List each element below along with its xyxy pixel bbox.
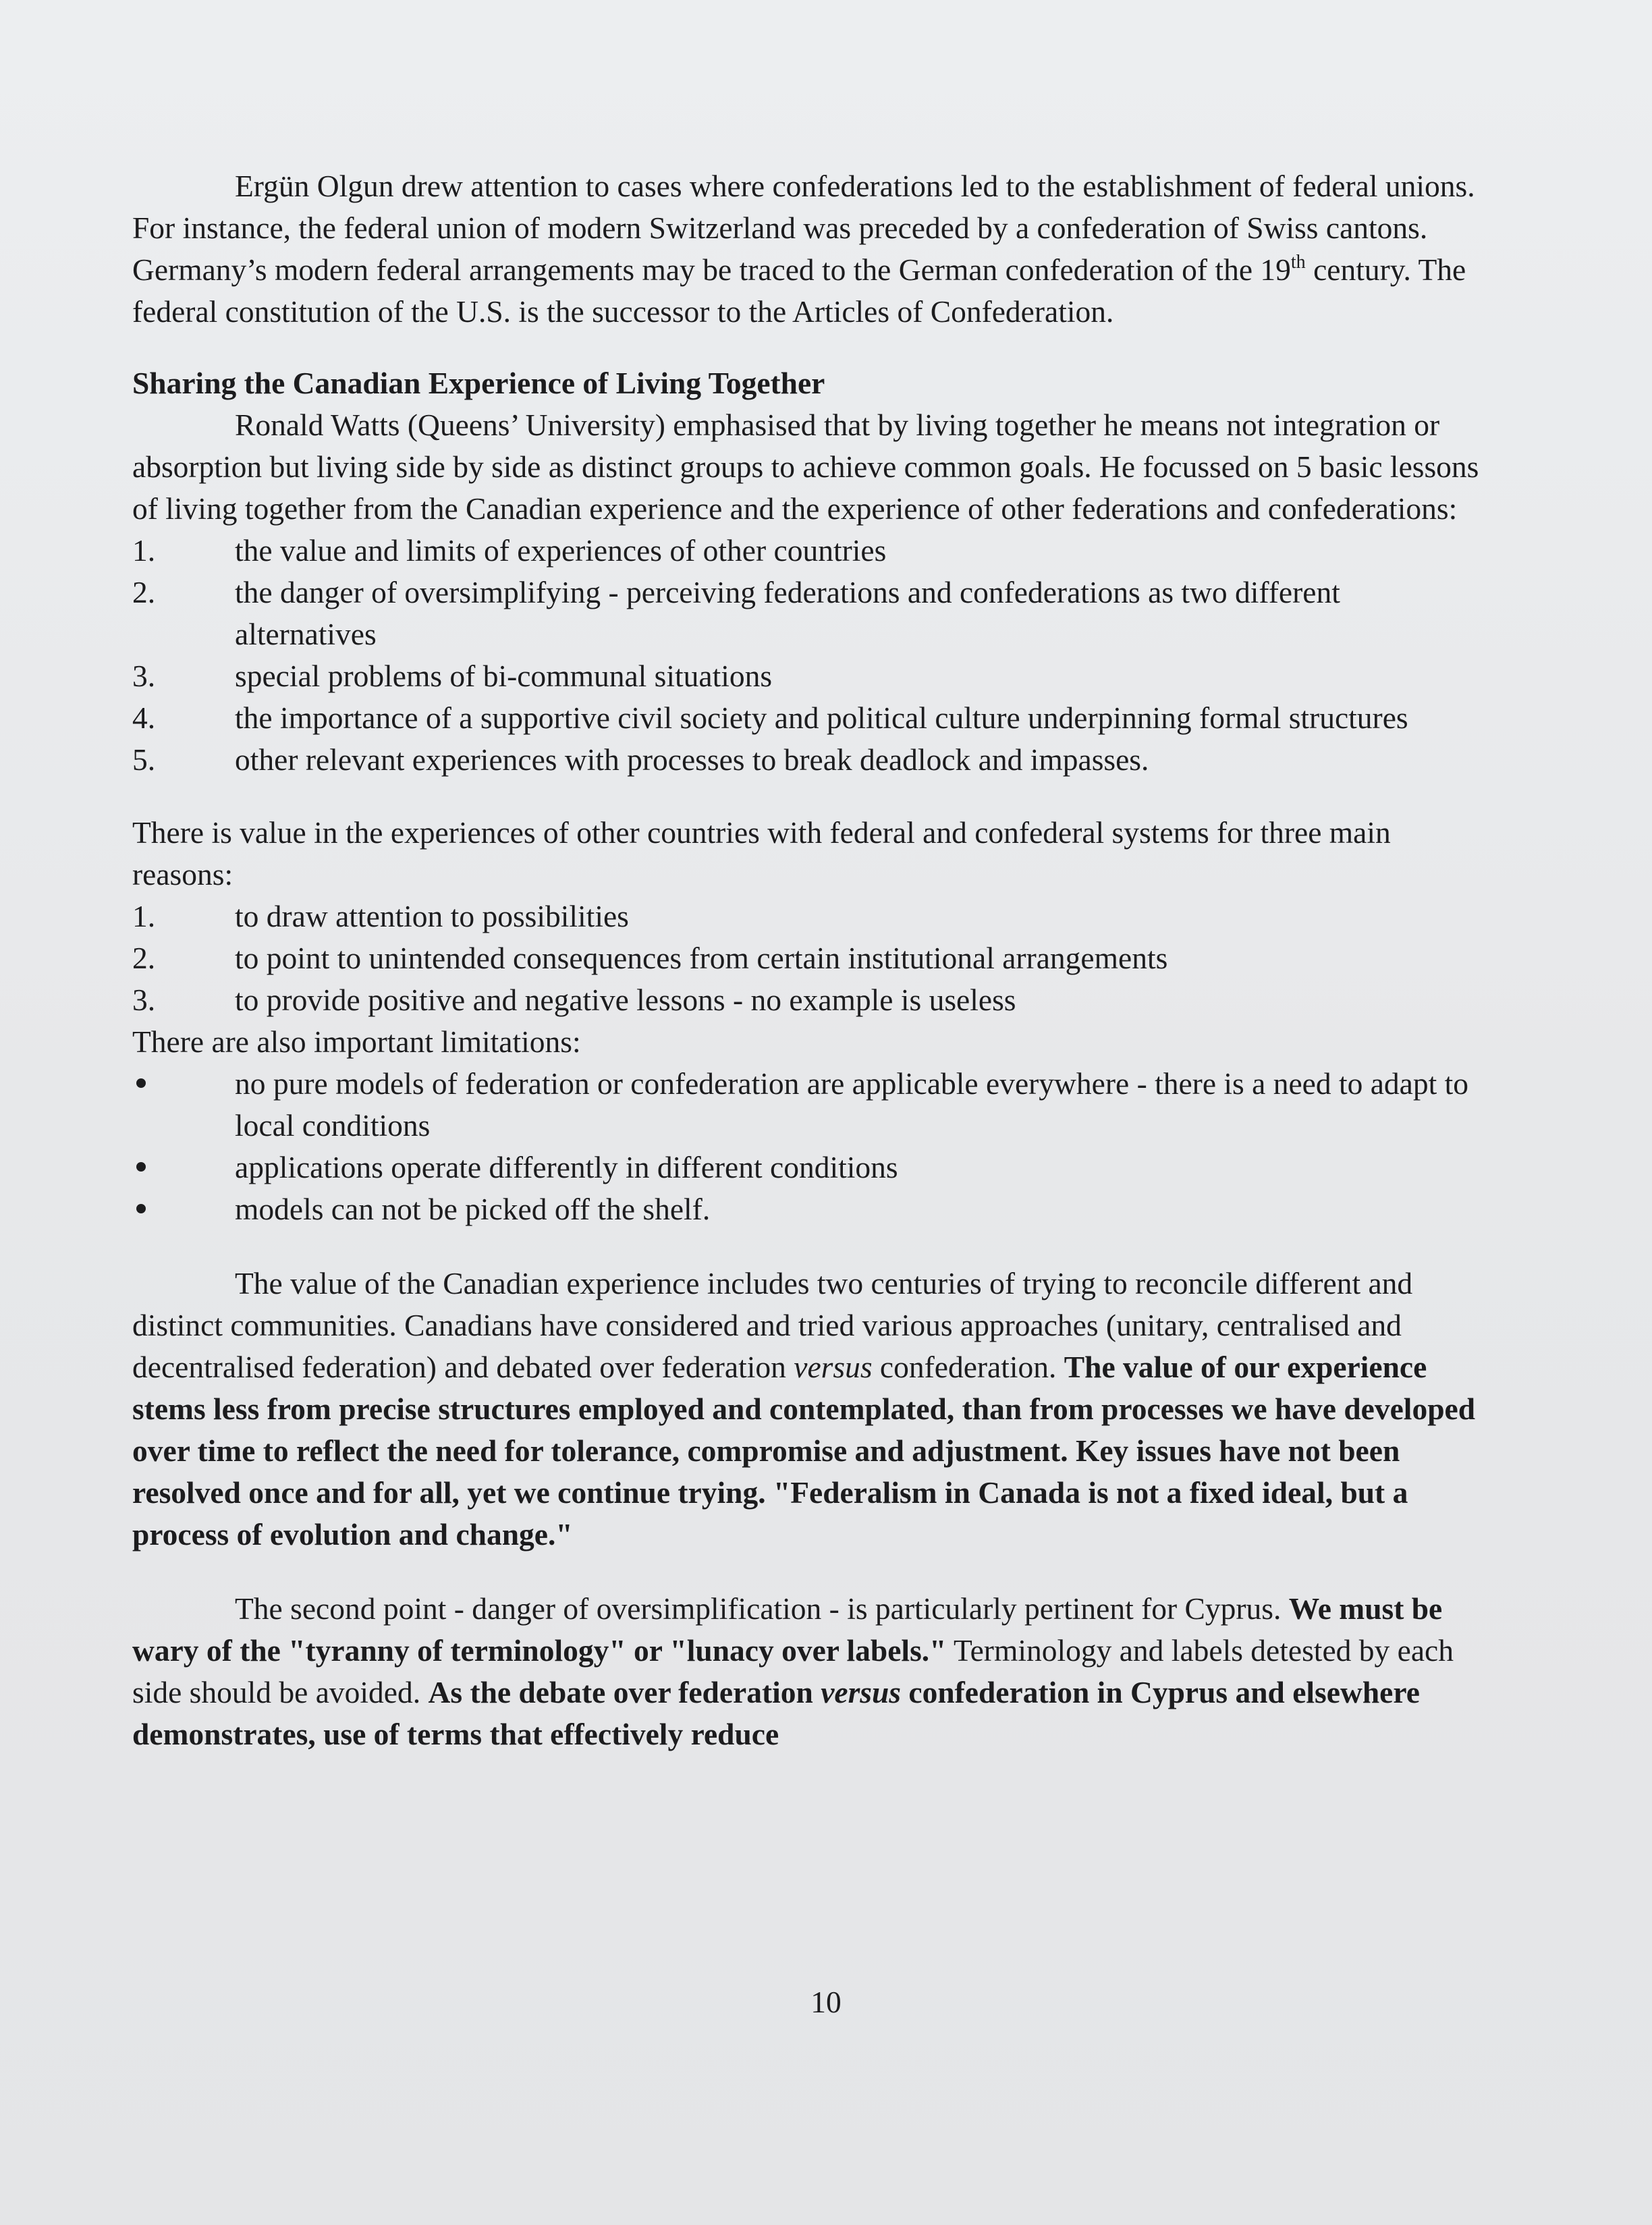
limitations-list [132, 1063, 1482, 1230]
body-text [132, 165, 1482, 1755]
paragraph-canadian-value: The value of the Canadian experience includes two centuries of trying to reconcile different and distinct communities. Canadians have considered and tried various approaches (unitary, centralised and decentralised federation) and debated over federation versus confederation. The value of our experience stems less from precise structures employed and contemplated, than from processes we have developed over time to reflect the need for tolerance, compromise and adjustment. Key issues have not been resolved once and for all, yet we continue trying. "Federalism in Canada is not a fixed ideal, but a process of evolution and change." [132, 1266, 1476, 1551]
list-item: 1. the value and limits of experiences of other countries [132, 533, 887, 568]
list-item: models can not be picked off the shelf. [132, 1188, 1482, 1230]
paragraph-limitations: There are also important limitations: [132, 1024, 581, 1059]
reasons-list [132, 896, 1482, 1021]
list-item: 2. to point to unintended consequences from certain institutional arrangements [132, 941, 1168, 975]
bullet-icon [136, 1204, 146, 1213]
list-item: 2. the danger of oversimplifying - perceiving federations and confederations as two different alternatives [132, 575, 1340, 651]
bullet-icon [136, 1078, 146, 1088]
paragraph-confederations: Ergün Olgun drew attention to cases where confederations led to the establishment of federal unions. For instance, the federal union of modern Switzerland was preceded by a confederation of Swiss cantons. Germany’s modern federal arrangements may be traced to the German confederation of the 19th century. The federal constitution of the U.S. is the successor to the Articles of Confederation. [132, 169, 1475, 329]
list-item: 3. special problems of bi-communal situations [132, 659, 773, 693]
paragraph-value-reasons: There is value in the experiences of other countries with federal and confederal systems for three main reasons: [132, 815, 1391, 891]
paragraph-living-together: Ronald Watts (Queens’ University) emphasised that by living together he means not integration or absorption but living side by side as distinct groups to achieve common goals. He focussed on 5 basic lessons of living together from the Canadian experience and the experience of other federations and confederations: [132, 408, 1479, 526]
section-heading: Sharing the Canadian Experience of Living Together [132, 366, 825, 400]
list-item: 5. other relevant experiences with processes to break deadlock and impasses. [132, 742, 1149, 777]
page-number: 10 [810, 1985, 842, 2019]
bullet-icon [136, 1162, 146, 1172]
list-item: applications operate differently in different conditions [132, 1147, 1482, 1188]
list-item: no pure models of federation or confederation are applicable everywhere - there is a need to adapt to local conditions [132, 1063, 1482, 1147]
list-item: 4. the importance of a supportive civil society and political culture underpinning formal structures [132, 701, 1408, 735]
list-item: 1. to draw attention to possibilities [132, 899, 629, 933]
paragraph-oversimplification: The second point - danger of oversimplification - is particularly pertinent for Cyprus. We must be wary of the "tyranny of terminology" or "lunacy over labels." Terminology and labels detested by each side should be avoided. As the debate over federation versus confederation in Cyprus and elsewhere demonstrates, use of terms that effectively reduce [132, 1591, 1454, 1751]
lessons-list [132, 530, 1482, 781]
list-item: 3. to provide positive and negative lessons - no example is useless [132, 983, 1016, 1017]
